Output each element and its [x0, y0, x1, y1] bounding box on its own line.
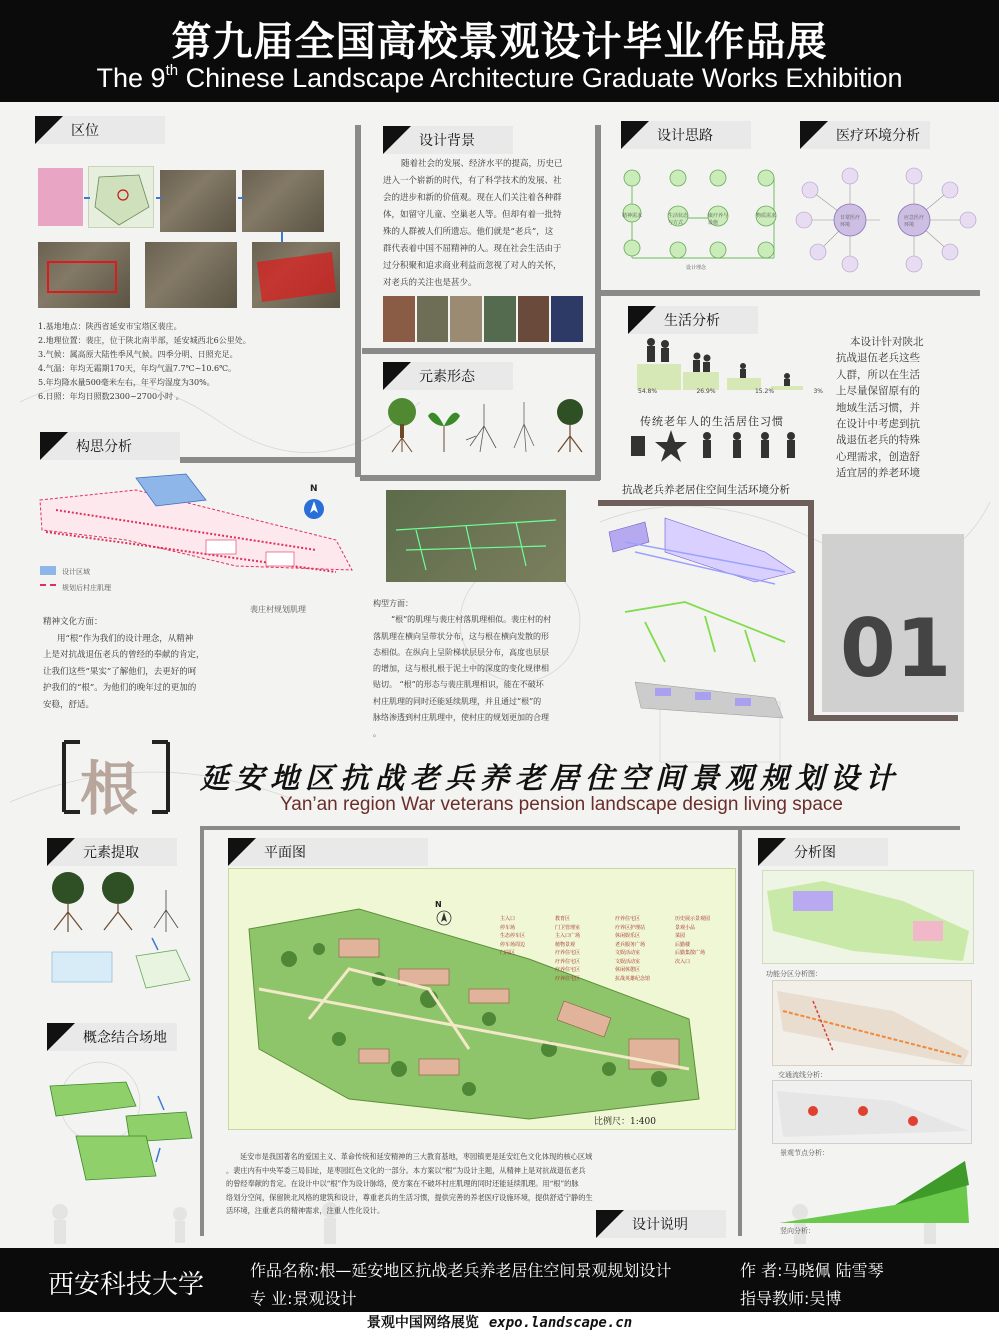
frame-line	[360, 475, 600, 481]
life-habit-title: 传统老年人的生活居住习惯	[640, 415, 784, 428]
frame-line	[200, 826, 960, 830]
legend-item: 门卫管理室	[555, 924, 581, 931]
legend-item: 主入口广场	[555, 933, 581, 939]
veteran-photo	[551, 296, 583, 342]
frame-line	[362, 348, 598, 354]
exhibition-site-url[interactable]: expo.landscape.cn	[488, 1315, 633, 1331]
frame-line	[200, 826, 204, 1236]
legend-item: 生态停车区	[500, 933, 526, 939]
legend-item: 疗养住宅区	[555, 967, 581, 973]
legend-item: 休闲娱乐区	[615, 933, 641, 939]
sprout-icon	[428, 413, 460, 452]
exhibition-title-cn: 第九届全国高校景观设计毕业作品展	[171, 19, 828, 65]
master-plan-drawing	[229, 869, 736, 1130]
legend-item: 抗战英雄纪念馆	[615, 975, 651, 982]
legend-item: 历史展示景观园	[675, 916, 711, 922]
life-stat: 26.9%	[696, 388, 716, 395]
project-title-cn: 延安地区抗战老兵养老居住空间景观规划设计	[200, 761, 901, 795]
legend-item: 门岗区	[500, 950, 516, 956]
section-title-medical: 医疗环境分析	[800, 121, 930, 149]
section-title-extract: 元素提取	[47, 838, 177, 866]
root-icon	[154, 890, 178, 932]
section-title-explain: 设计说明	[596, 1210, 726, 1238]
root-element-drawings	[384, 396, 589, 454]
legend-item: 老兵服务广场	[615, 941, 646, 948]
legend-item: 疗养住宅区	[555, 958, 581, 965]
circulation-drawing	[773, 981, 972, 1066]
project-title-en: Yan’an region War veterans pension landscape design living space	[280, 794, 843, 815]
medical-diagram	[790, 160, 985, 275]
section-title-combine: 概念结合场地	[47, 1023, 177, 1051]
legend-item: 植物景观	[555, 941, 576, 948]
idea-node-label: 精神需求	[622, 213, 643, 219]
life-side-text: 本设计针对陕北 抗战退伍老兵这些 人群，所以在生活 上尽量保留原有的 地域生活习惯，并 在设计中考虑到抗 战退伍老兵的特殊 心理需求，创造舒 适宜居的养老环境	[836, 336, 924, 480]
analysis-label-nodes: 景观节点分析：	[780, 1149, 829, 1157]
legend-item: 教育区	[555, 916, 571, 922]
village-structure-diagrams	[605, 512, 805, 722]
legend-item: 次入口	[675, 958, 691, 965]
element-extract-drawings	[46, 870, 196, 1000]
medical-node-daily: 日常医疗环境	[840, 215, 861, 228]
advisor-row: 指导教师:吴博	[740, 1289, 842, 1308]
north-arrow-icon	[303, 498, 325, 520]
exhibition-site-name: 景观中国网络展览	[366, 1315, 479, 1331]
location-facts: 1.基地地点：陕西省延安市宝塔区裴庄。 2.地理位置：裴庄，位于陕北南半部，延安城西北6公里处。 3.气候：属高原大陆性季风气候。四季分明、日照充足。 4.气温：年均无霜期170天，年均气温7.7℃~10.6℃。 5.年均降水量500毫米左右，年平均湿度为30%。 6.日照：年均日照数2300~2700小时 。	[38, 322, 251, 401]
legend-item: 景观小品	[675, 924, 696, 931]
veteran-photo	[383, 296, 415, 342]
life-space-title: 抗战老兵养老居住空间生活环境分析	[622, 484, 790, 496]
plan-legend-col	[615, 915, 650, 983]
legend-item: 文娱活动室	[615, 958, 641, 965]
exhibition-title-en: The 9th Chinese Landscape Architecture Graduate Works Exhibition	[96, 62, 903, 93]
frame-line	[595, 125, 601, 480]
frame-line	[600, 290, 980, 296]
idea-node-label: 康疗养与设施	[708, 213, 729, 226]
plan-legend-col	[500, 915, 525, 958]
life-stat: 15.2%	[754, 388, 775, 395]
legend-label-design-area: 设计区域	[62, 568, 90, 576]
exhibition-header	[0, 0, 999, 102]
section-title-concept: 构思分析	[40, 432, 180, 460]
life-activity-icons	[625, 426, 800, 468]
section-title-elements: 元素形态	[383, 362, 513, 390]
root-sketch-icon	[514, 402, 534, 452]
idea-node-label: 生活状态与方式	[668, 213, 689, 226]
frame-line	[808, 715, 958, 721]
design-explanation-text: 延安市是我国著名的爱国主义、革命传统和延安精神的三大教育基地，枣园镇更是延安红色文化体现的核心区域 。裴庄内有中央军委三局旧址，是枣园红色文化的一部分。本方案以“根”为设计主题，从精神上是对抗战退伍老兵 的曾经奉献的肯定。在设计中以“根”作为设计脉络，使方案在不破坏村庄肌理的同时还能延续肌理。用“根”的脉 络划分空间，保留陕北风格的建筑和设计，尊重老兵的生活习惯，提供完善的养老医疗设施环境，提供舒适宁静的生 活环境，注重老兵的精神需求，注重人性化设计。	[226, 1152, 593, 1215]
background-text: 随着社会的发展、经济水平的提高，历史已 进入一个崭新的时代，有了科学技术的发展、社 会的进步和新的价值观。现在人们关注着各种群 体，如留守儿童、空巢老人等。但却有着一批特 殊的人群被人们所遗忘。他们就是“老兵”，这 群代表着中国不屈精神的人。现在社会生活由于 过分积聚和追求商业利益而忽视了对人的关怀， 对老兵的关注也是甚少。	[383, 159, 563, 288]
frame-line	[180, 457, 360, 463]
legend-swatch-texture	[40, 584, 56, 588]
legend-item: 文娱活动室	[615, 950, 641, 956]
plan-north-arrow-icon	[436, 910, 452, 926]
idea-node-label: 物质需求	[756, 213, 777, 219]
legend-item: 疗养住宅区	[615, 916, 641, 922]
life-stats-values	[638, 388, 823, 395]
work-name-row: 作品名称:根—延安地区抗战老兵养老居住空间景观规划设计	[250, 1261, 672, 1280]
exhibition-site-strip	[0, 1312, 999, 1333]
legend-item: 菜园	[675, 933, 686, 939]
structure-satellite-image	[386, 490, 566, 582]
plan-scale: 比例尺：1:400	[594, 1117, 656, 1127]
legend-item: 停车场	[500, 924, 516, 931]
section-title-analysis: 分析图	[758, 838, 888, 866]
section-title-idea: 设计思路	[621, 121, 751, 149]
plan-legend-col	[675, 915, 710, 966]
location-map-province	[38, 168, 83, 226]
analysis-label-vertical: 竖向分析：	[780, 1227, 815, 1235]
legend-item: 主入口	[500, 916, 516, 922]
authors-row: 作 者:马晓佩 陆雪琴	[740, 1261, 884, 1280]
tree-icon	[388, 398, 416, 452]
idea-node-label: 设计理念	[686, 265, 707, 271]
section-title-plan: 平面图	[228, 838, 428, 866]
root-icon	[466, 404, 496, 452]
school-name: 西安科技大学	[48, 1270, 205, 1300]
concept-site-diagrams	[46, 1076, 196, 1186]
frame-line	[738, 826, 742, 1236]
tree-roots-icon	[102, 872, 134, 930]
medical-node-emergency: 应急医疗环境	[904, 215, 925, 228]
veteran-photo	[450, 296, 482, 342]
master-plan	[228, 868, 736, 1130]
legend-item: 疗养住宅区	[555, 975, 581, 982]
section-title-location: 区位	[35, 116, 165, 144]
legend-item: 后勤楼	[675, 941, 691, 948]
frame-line	[598, 500, 813, 506]
veteran-photos	[383, 296, 583, 342]
legend-label-texture: 规划后村庄肌理	[62, 584, 111, 592]
landscape-node-map	[772, 1080, 972, 1144]
veteran-photo	[484, 296, 516, 342]
veteran-photo	[417, 296, 449, 342]
major-row: 专 业:景观设计	[250, 1289, 357, 1308]
life-stat: 54.8%	[638, 388, 658, 395]
texture-map-caption: 裴庄村规划肌理	[250, 605, 306, 614]
analysis-label-circulation: 交通流线分析：	[778, 1071, 827, 1079]
life-stat: 3%	[813, 388, 823, 395]
vertical-analysis-map	[775, 1155, 971, 1225]
frame-line	[808, 500, 814, 720]
function-zone-map	[762, 870, 974, 964]
legend-item: 休闲休憩区	[615, 967, 641, 973]
root-texture-overlay	[386, 490, 566, 582]
north-label: N	[310, 484, 318, 494]
veteran-photo	[518, 296, 550, 342]
tree-roots-icon	[52, 872, 84, 932]
tree-roots-icon	[557, 399, 583, 452]
landscape-node-drawing	[773, 1081, 972, 1144]
legend-item: 疗养住宅区	[555, 950, 581, 956]
section-title-life: 生活分析	[628, 306, 758, 334]
analysis-label-function: 功能分区分析图：	[766, 970, 822, 978]
legend-swatch-design-area	[40, 566, 56, 575]
section-title-background: 设计背景	[383, 126, 513, 154]
plan-north-label: N	[435, 900, 442, 909]
legend-item: 疗养区护理站	[615, 924, 646, 931]
poster-number: 01	[840, 602, 952, 695]
structure-text: 构型方面： “根”的肌理与裴庄村落肌理相似。裴庄村的村 落肌理在横向呈带状分布，这与根在横向发散的形 态相似。在纵向上呈阶梯状层层分布，高度也层层 的增加，这与根扎根于泥土中的深度的变化规律相 贴切。 “根”的形态与裴庄肌理相识，能在不破坏 村庄肌理的同时还能延续肌理，并且通过“根”的 脉络渗透到村庄肌理中，使村庄的规划更加的合理 。	[373, 599, 552, 739]
circulation-map	[772, 980, 972, 1066]
function-zone-drawing	[763, 871, 974, 964]
plan-legend-col	[555, 915, 580, 983]
frame-line	[355, 125, 361, 477]
legend-item: 后勤集散广场	[675, 950, 706, 956]
title-emblem-char: 根	[80, 755, 139, 823]
poster-footer	[0, 1248, 999, 1312]
legend-item: 停车场周边	[500, 941, 526, 948]
location-arrows	[82, 192, 342, 252]
spirit-culture-text: 精神文化方面： 用“根”作为我们的设计理念，从精神 上是对抗战退伍老兵的曾经的奉献的肯定， 让我们这些“果实”了解他们，去更好的呵 护我们的“根”。为他们的晚年过的更加的 安稳，舒适。	[43, 617, 205, 710]
